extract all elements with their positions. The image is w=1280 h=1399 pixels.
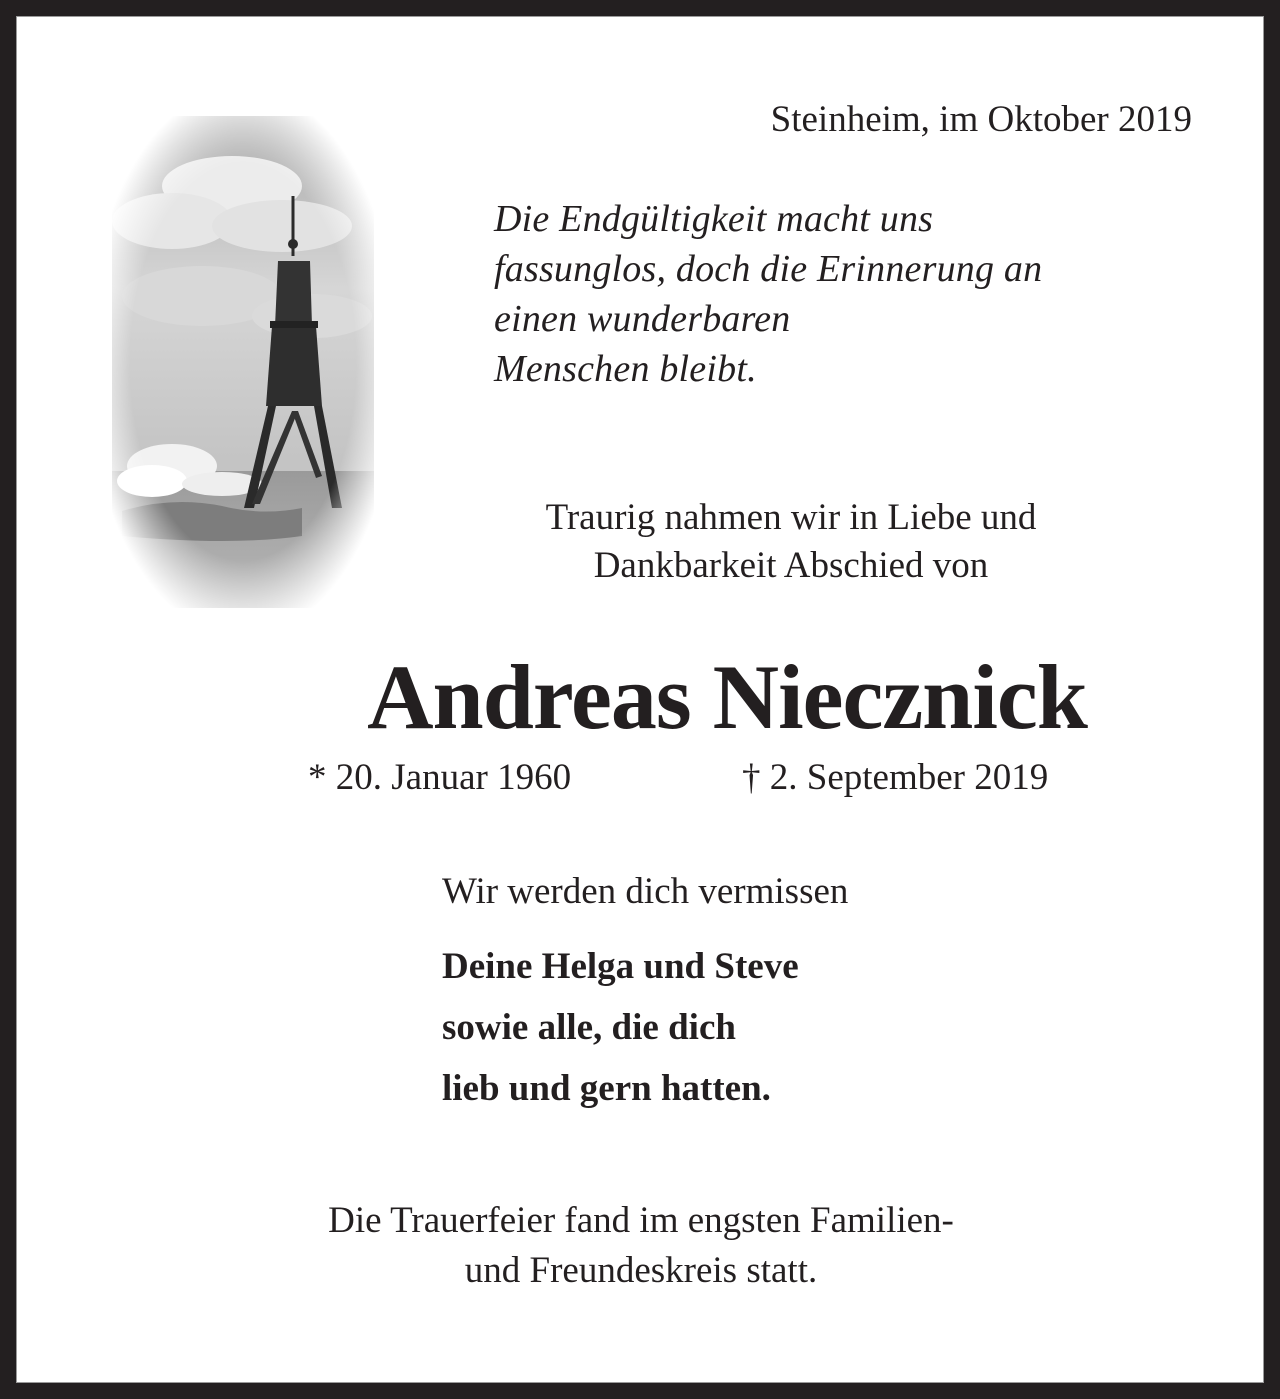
birth-date: * 20. Januar 1960: [308, 757, 572, 798]
beacon-image-icon: [112, 116, 374, 608]
intro-line: Traurig nahmen wir in Liebe und: [545, 497, 1037, 538]
quote-line: Die Endgültigkeit macht uns: [494, 198, 934, 240]
death-date: † 2. September 2019: [742, 757, 1049, 798]
quote-line: Menschen bleibt.: [494, 348, 757, 390]
funeral-info: [156, 1196, 1126, 1296]
funeral-line: und Freundeskreis statt.: [464, 1250, 818, 1291]
quote-line: einen wunderbaren: [494, 298, 791, 340]
obituary-notice: [16, 16, 1264, 1383]
farewell-text: Wir werden dich vermissen: [442, 871, 849, 912]
signers: [442, 936, 799, 1119]
quote-line: fassunglos, doch die Erinnerung an: [494, 248, 1043, 290]
signer-line: lieb und gern hatten.: [442, 1068, 771, 1109]
signer-line: Deine Helga und Steve: [442, 946, 799, 987]
intro-line: Dankbarkeit Abschied von: [593, 545, 989, 586]
place-and-date: Steinheim, im Oktober 2019: [770, 99, 1192, 140]
memorial-quote: [494, 194, 1042, 394]
funeral-line: Die Trauerfeier fand im engsten Familien-: [328, 1200, 954, 1241]
intro-text: [396, 494, 1186, 590]
deceased-name: Andreas Niecznick: [367, 646, 1087, 748]
lighthouse-beacon-photo: [112, 116, 374, 608]
signer-line: sowie alle, die dich: [442, 1007, 736, 1048]
